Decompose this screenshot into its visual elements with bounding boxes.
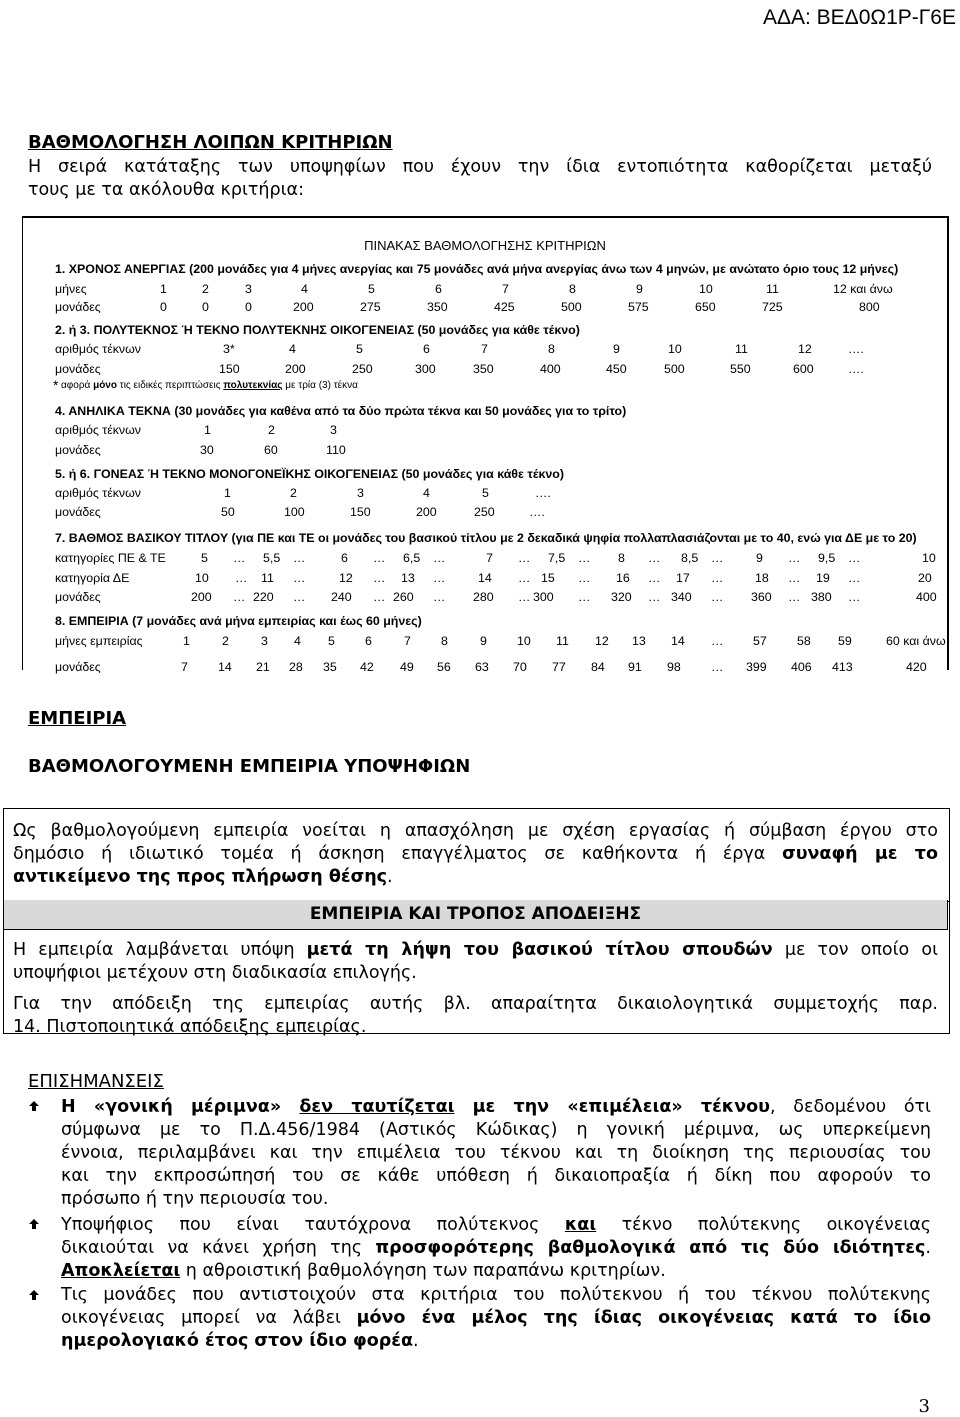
table-cell: 12: [339, 571, 353, 585]
table-cell: 300: [533, 590, 554, 604]
table-cell: …: [648, 571, 661, 585]
table-section-heading: 5. ή 6. ΓΟΝΕΑΣ Ή ΤΕΚΝΟ ΜΟΝΟΓΟΝΕΪΚΗΣ ΟΙΚΟΓΕΝΕΙΑΣ (50 μονάδες για κάθε τέκνο): [55, 467, 564, 481]
table-cell: 84: [591, 660, 605, 674]
table-cell: 350: [427, 300, 448, 314]
table-cell: …: [433, 590, 446, 604]
table-cell: 5: [201, 551, 208, 565]
note-item: [61, 1214, 931, 1283]
table-cell: 250: [352, 362, 373, 376]
note-line: σύμφωνα με το Π.Δ.456/1984 (Αστικός Κώδικας) η γονική μέριμνα, ως υπερκείμενη: [61, 1120, 931, 1140]
table-row: [23, 551, 947, 567]
row-label: μονάδες: [55, 300, 101, 314]
table-cell: 200: [416, 505, 437, 519]
table-cell: 0: [202, 300, 209, 314]
table-cell: 8: [569, 282, 576, 296]
table-cell: 425: [494, 300, 515, 314]
table-cell: 4: [301, 282, 308, 296]
table-cell: ….: [848, 362, 864, 376]
experience-title: ΕΜΠΕΙΡΙΑ: [28, 708, 127, 729]
note-line: Τις μονάδες που αντιστοιχούν στα κριτήρια του πολύτεκνου ή του τέκνου πολύτεκνης: [61, 1285, 931, 1305]
table-cell: 3: [330, 423, 337, 437]
table-cell: 500: [561, 300, 582, 314]
notes-title: ΕΠΙΣΗΜΑΝΣΕΙΣ: [28, 1071, 164, 1092]
row-label: μονάδες: [55, 590, 101, 604]
table-cell: 340: [671, 590, 692, 604]
table-cell: 280: [473, 590, 494, 604]
table-cell: 5: [328, 634, 335, 648]
table-cell: 450: [606, 362, 627, 376]
row-label: μήνες: [55, 282, 87, 296]
table-cell: …: [233, 551, 246, 565]
footnote-text: αφορά μόνο τις ειδικές περιπτώσεις πολυτεκνίας με τρία (3) τέκνα: [61, 380, 358, 391]
table-cell: …: [711, 590, 724, 604]
table-row: [23, 282, 947, 298]
note-item: [61, 1284, 931, 1353]
table-cell: 77: [552, 660, 566, 674]
table-row: [23, 660, 947, 676]
table-cell: 275: [360, 300, 381, 314]
table-cell: 250: [474, 505, 495, 519]
table-cell: 10: [517, 634, 531, 648]
table-cell: 3: [261, 634, 268, 648]
footnote-star: *: [53, 377, 59, 393]
proof-line: Για την απόδειξη της εμπειρίας αυτής βλ. απαραίτητα δικαιολογητικά συμμετοχής παρ.: [13, 994, 938, 1014]
note-line: πρόσωπο ή την περιουσία του.: [61, 1189, 329, 1209]
table-cell: 260: [393, 590, 414, 604]
table-cell: 9: [480, 634, 487, 648]
table-cell: 7,5: [548, 551, 566, 565]
table-cell: 8: [618, 551, 625, 565]
table-cell: …: [711, 634, 724, 648]
note-line: δικαιούται να κάνει χρήση της προσφορότερης βαθμολογικά από τις δύο ιδιότητες.: [61, 1238, 931, 1258]
definition-line: αντικείμενο της προς πλήρωση θέσης.: [13, 867, 393, 887]
table-cell: 550: [730, 362, 751, 376]
proof-line: Η εμπειρία λαμβάνεται υπόψη μετά τη λήψη του βασικού τίτλου σπουδών με τον οποίο οι: [13, 940, 938, 960]
table-cell: …: [518, 590, 531, 604]
table-cell: 11: [735, 342, 748, 356]
table-cell: 49: [400, 660, 414, 674]
table-cell: 200: [285, 362, 306, 376]
table-cell: 9: [756, 551, 763, 565]
table-cell: 3: [245, 282, 252, 296]
table-row: [23, 362, 947, 378]
table-cell: 21: [256, 660, 270, 674]
criteria-table: [22, 216, 949, 674]
table-cell: 11: [261, 571, 274, 585]
table-cell: …: [293, 551, 306, 565]
table-cell: 12 και άνω: [833, 282, 893, 296]
note-item: [61, 1096, 931, 1211]
arrow-bullet-icon: [28, 1218, 40, 1230]
intro-line: Η σειρά κατάταξης των υποψηφίων που έχουν την ίδια εντοπιότητα καθορίζεται μεταξύ: [28, 157, 932, 177]
table-cell: 150: [350, 505, 371, 519]
table-cell: 5,5: [263, 551, 281, 565]
table-cell: 360: [751, 590, 772, 604]
table-cell: …: [788, 590, 801, 604]
table-cell: 320: [611, 590, 632, 604]
table-cell: …: [433, 571, 446, 585]
table-cell: 5: [368, 282, 375, 296]
table-cell: …: [848, 551, 861, 565]
table-cell: 1: [183, 634, 190, 648]
ada-code: ΑΔΑ: ΒΕΔ0Ω1Ρ-Γ6Ε: [762, 6, 956, 29]
table-cell: 2: [222, 634, 229, 648]
table-cell: 6: [435, 282, 442, 296]
table-cell: 420: [906, 660, 927, 674]
table-cell: 13: [401, 571, 415, 585]
table-cell: …: [518, 551, 531, 565]
note-line: Η «γονική μέριμνα» δεν ταυτίζεται με την «επιμέλεια» τέκνου, δεδομένου ότι: [61, 1097, 931, 1117]
table-cell: 1: [204, 423, 211, 437]
table-cell: 8,5: [681, 551, 699, 565]
table-row: [23, 634, 947, 650]
table-cell: 200: [293, 300, 314, 314]
table-cell: 59: [838, 634, 852, 648]
table-cell: 17: [676, 571, 690, 585]
table-cell: 100: [284, 505, 305, 519]
table-cell: 0: [160, 300, 167, 314]
table-cell: …: [233, 590, 246, 604]
table-cell: …: [578, 551, 591, 565]
row-label: κατηγορία ΔΕ: [55, 571, 130, 585]
table-cell: 6: [365, 634, 372, 648]
note-line: ημερολογιακό έτος στον ίδιο φορέα.: [61, 1331, 419, 1351]
table-cell: …: [518, 571, 531, 585]
table-cell: 220: [253, 590, 274, 604]
table-section-heading: 1. ΧΡΟΝΟΣ ΑΝΕΡΓΙΑΣ (200 μονάδες για 4 μήνες ανεργίας και 75 μονάδες ανά μήνα ανεργίας άνω των 4 μηνών, με ανώτατο όριο τους 12 μήνες): [55, 262, 899, 276]
table-row: [23, 486, 947, 502]
table-cell: 400: [916, 590, 937, 604]
table-cell: 300: [415, 362, 436, 376]
experience-proof-heading: ΕΜΠΕΙΡΙΑ ΚΑΙ ΤΡΟΠΟΣ ΑΠΟΔΕΙΞΗΣ: [309, 904, 642, 924]
table-section-heading: 7. ΒΑΘΜΟΣ ΒΑΣΙΚΟΥ ΤΙΤΛΟΥ (για ΠΕ και ΤΕ οι μονάδες του βασικού τίτλου με 2 δεκαδικά ψηφία πολλαπλασιάζονται με το 40, ενώ για ΔΕ με το 20): [55, 531, 917, 545]
table-cell: 800: [859, 300, 880, 314]
table-cell: ….: [535, 486, 551, 500]
table-cell: 4: [289, 342, 296, 356]
row-label: μονάδες: [55, 443, 101, 457]
table-cell: 4: [294, 634, 301, 648]
row-label: μονάδες: [55, 505, 101, 519]
table-cell: 63: [475, 660, 489, 674]
table-cell: 10: [922, 551, 936, 565]
table-cell: …: [373, 551, 386, 565]
table-cell: 4: [423, 486, 430, 500]
table-cell: 56: [437, 660, 451, 674]
table-cell: 1: [160, 282, 167, 296]
table-row: [23, 590, 947, 606]
table-cell: 28: [289, 660, 303, 674]
table-cell: 2: [268, 423, 275, 437]
experience-definition: [13, 820, 938, 889]
table-cell: 14: [671, 634, 685, 648]
table-cell: 110: [326, 443, 346, 457]
table-cell: 575: [628, 300, 649, 314]
table-cell: …: [578, 571, 591, 585]
table-cell: …: [711, 571, 724, 585]
table-cell: …: [373, 590, 386, 604]
table-cell: 57: [753, 634, 767, 648]
proof-line: υποψήφιοι μετέχουν στη διαδικασία επιλογής.: [13, 963, 417, 983]
table-cell: …: [373, 571, 386, 585]
table-cell: 413: [832, 660, 853, 674]
table-cell: 240: [331, 590, 352, 604]
table-cell: 60: [264, 443, 278, 457]
table-cell: …: [788, 551, 801, 565]
table-cell: ….: [848, 342, 864, 356]
table-cell: …: [293, 590, 306, 604]
note-line: Αποκλείεται η αθροιστική βαθμολόγηση των παραπάνω κριτηρίων.: [61, 1261, 666, 1281]
table-cell: 16: [616, 571, 630, 585]
arrow-bullet-icon: [28, 1289, 40, 1301]
table-cell: 10: [195, 571, 209, 585]
table-cell: 18: [755, 571, 769, 585]
table-cell: 10: [668, 342, 682, 356]
table-cell: …: [648, 590, 661, 604]
table-cell: …: [788, 571, 801, 585]
table-cell: 58: [797, 634, 811, 648]
definition-line: Ως βαθμολογούμενη εμπειρία νοείται η απασχόληση με σχέση εργασίας ή σύμβαση έργου στο: [13, 821, 938, 841]
table-cell: 7: [404, 634, 411, 648]
table-cell: 380: [811, 590, 832, 604]
table-section-heading: 4. ΑΝΗΛΙΚΑ ΤΕΚΝΑ (30 μονάδες για καθένα από τα δύο πρώτα τέκνα και 50 μονάδες για το τρίτο): [55, 404, 627, 418]
table-cell: 70: [513, 660, 527, 674]
row-label: αριθμός τέκνων: [55, 486, 141, 500]
table-cell: 35: [323, 660, 337, 674]
table-title: ΠΙΝΑΚΑΣ ΒΑΘΜΟΛΟΓΗΣΗΣ ΚΡΙΤΗΡΙΩΝ: [364, 238, 606, 253]
table-cell: 8: [548, 342, 555, 356]
definition-line: δημόσιο ή ιδιωτικό τομέα ή άσκηση επαγγέλματος σε καθήκοντα ή έργα συναφή με το: [13, 844, 938, 864]
table-cell: 3: [357, 486, 364, 500]
table-cell: 6: [423, 342, 430, 356]
table-cell: 150: [219, 362, 240, 376]
table-cell: 7: [181, 660, 188, 674]
table-cell: 350: [473, 362, 494, 376]
table-cell: 10: [699, 282, 713, 296]
table-row: [23, 423, 947, 439]
experience-proof-header: [3, 900, 948, 930]
proof-line: 14. Πιστοποιητικά απόδειξης εμπειρίας.: [13, 1017, 367, 1037]
table-cell: 2: [290, 486, 297, 500]
table-cell: 9: [636, 282, 643, 296]
table-cell: 725: [762, 300, 783, 314]
table-cell: …: [848, 590, 861, 604]
table-cell: …: [578, 590, 591, 604]
table-cell: 9: [613, 342, 620, 356]
table-cell: 50: [221, 505, 235, 519]
row-label: αριθμός τέκνων: [55, 423, 141, 437]
experience-proof-text: [13, 939, 938, 985]
table-section-heading: 2. ή 3. ΠΟΛΥΤΕΚΝΟΣ Ή ΤΕΚΝΟ ΠΟΛΥΤΕΚΝΗΣ ΟΙΚΟΓΕΝΕΙΑΣ (50 μονάδες για κάθε τέκνο): [55, 323, 580, 337]
experience-subtitle: ΒΑΘΜΟΛΟΓΟΥΜΕΝΗ ΕΜΠΕΙΡΙΑ ΥΠΟΨΗΦΙΩΝ: [28, 756, 471, 777]
table-cell: ….: [529, 505, 545, 519]
table-cell: 5: [482, 486, 489, 500]
table-cell: …: [235, 571, 248, 585]
table-row: [23, 443, 947, 459]
table-cell: 500: [664, 362, 685, 376]
table-cell: 42: [360, 660, 374, 674]
table-cell: …: [293, 571, 306, 585]
table-cell: 91: [628, 660, 642, 674]
row-label: μονάδες: [55, 660, 101, 674]
table-cell: 20: [918, 571, 932, 585]
table-cell: 13: [632, 634, 646, 648]
table-row: [23, 505, 947, 521]
table-row: [23, 300, 947, 316]
table-cell: 98: [667, 660, 681, 674]
table-cell: 3*: [223, 342, 235, 356]
table-cell: 12: [595, 634, 609, 648]
table-cell: …: [848, 571, 861, 585]
page-number: 3: [918, 1396, 930, 1417]
table-cell: 650: [695, 300, 716, 314]
table-row: [23, 571, 947, 587]
table-cell: 7: [486, 551, 493, 565]
table-cell: …: [648, 551, 661, 565]
table-cell: 5: [356, 342, 363, 356]
table-cell: 12: [798, 342, 812, 356]
section-title-criteria: ΒΑΘΜΟΛΟΓΗΣΗ ΛΟΙΠΩΝ ΚΡΙΤΗΡΙΩΝ: [28, 132, 393, 153]
table-cell: 14: [478, 571, 492, 585]
intro-paragraph: [28, 156, 932, 202]
table-cell: …: [711, 551, 724, 565]
table-cell: 30: [200, 443, 214, 457]
table-cell: 399: [746, 660, 767, 674]
note-line: οικογένειας μπορεί να λάβει μόνο ένα μέλος της ίδιας οικογένειας κατά το ίδιο: [61, 1308, 931, 1328]
table-row: [23, 342, 947, 358]
table-cell: 11: [556, 634, 569, 648]
table-cell: 600: [793, 362, 814, 376]
table-cell: 14: [218, 660, 232, 674]
table-cell: 60 και άνω: [886, 634, 946, 648]
row-label: μήνες εμπειρίας: [55, 634, 143, 648]
table-cell: 6,5: [403, 551, 421, 565]
row-label: αριθμός τέκνων: [55, 342, 141, 356]
note-line: Υποψήφιος που είναι ταυτόχρονα πολύτεκνος και τέκνο πολύτεκνης οικογένειας: [61, 1215, 931, 1235]
table-cell: 7: [481, 342, 488, 356]
table-cell: 406: [791, 660, 812, 674]
note-line: έννοια, περιλαμβάνει και την επιμέλεια του τέκνου και τη διοίκηση της περιουσίας του: [61, 1143, 931, 1163]
table-cell: …: [433, 551, 446, 565]
row-label: μονάδες: [55, 362, 101, 376]
table-cell: 1: [224, 486, 231, 500]
table-cell: 15: [541, 571, 555, 585]
table-cell: 8: [441, 634, 448, 648]
table-cell: 11: [766, 282, 779, 296]
experience-proof-text-2: [13, 993, 938, 1039]
note-line: και την εκπροσώπησή του σε κάθε υπόθεση ή δικαιοπραξία ή δίκη που αφορούν το: [61, 1166, 931, 1186]
row-label: κατηγορίες ΠΕ & ΤΕ: [55, 551, 166, 565]
table-cell: 6: [341, 551, 348, 565]
table-cell: …: [711, 660, 724, 674]
table-cell: 400: [540, 362, 561, 376]
table-cell: 9,5: [818, 551, 836, 565]
table-cell: 19: [816, 571, 830, 585]
arrow-bullet-icon: [28, 1100, 40, 1112]
table-section-heading: 8. ΕΜΠΕΙΡΙΑ (7 μονάδες ανά μήνα εμπειρίας και έως 60 μήνες): [55, 614, 422, 628]
table-cell: 7: [502, 282, 509, 296]
table-footnote: [23, 377, 947, 396]
table-cell: 200: [191, 590, 212, 604]
table-cell: 0: [245, 300, 252, 314]
intro-line: τους με τα ακόλουθα κριτήρια:: [28, 180, 304, 200]
table-cell: 2: [202, 282, 209, 296]
